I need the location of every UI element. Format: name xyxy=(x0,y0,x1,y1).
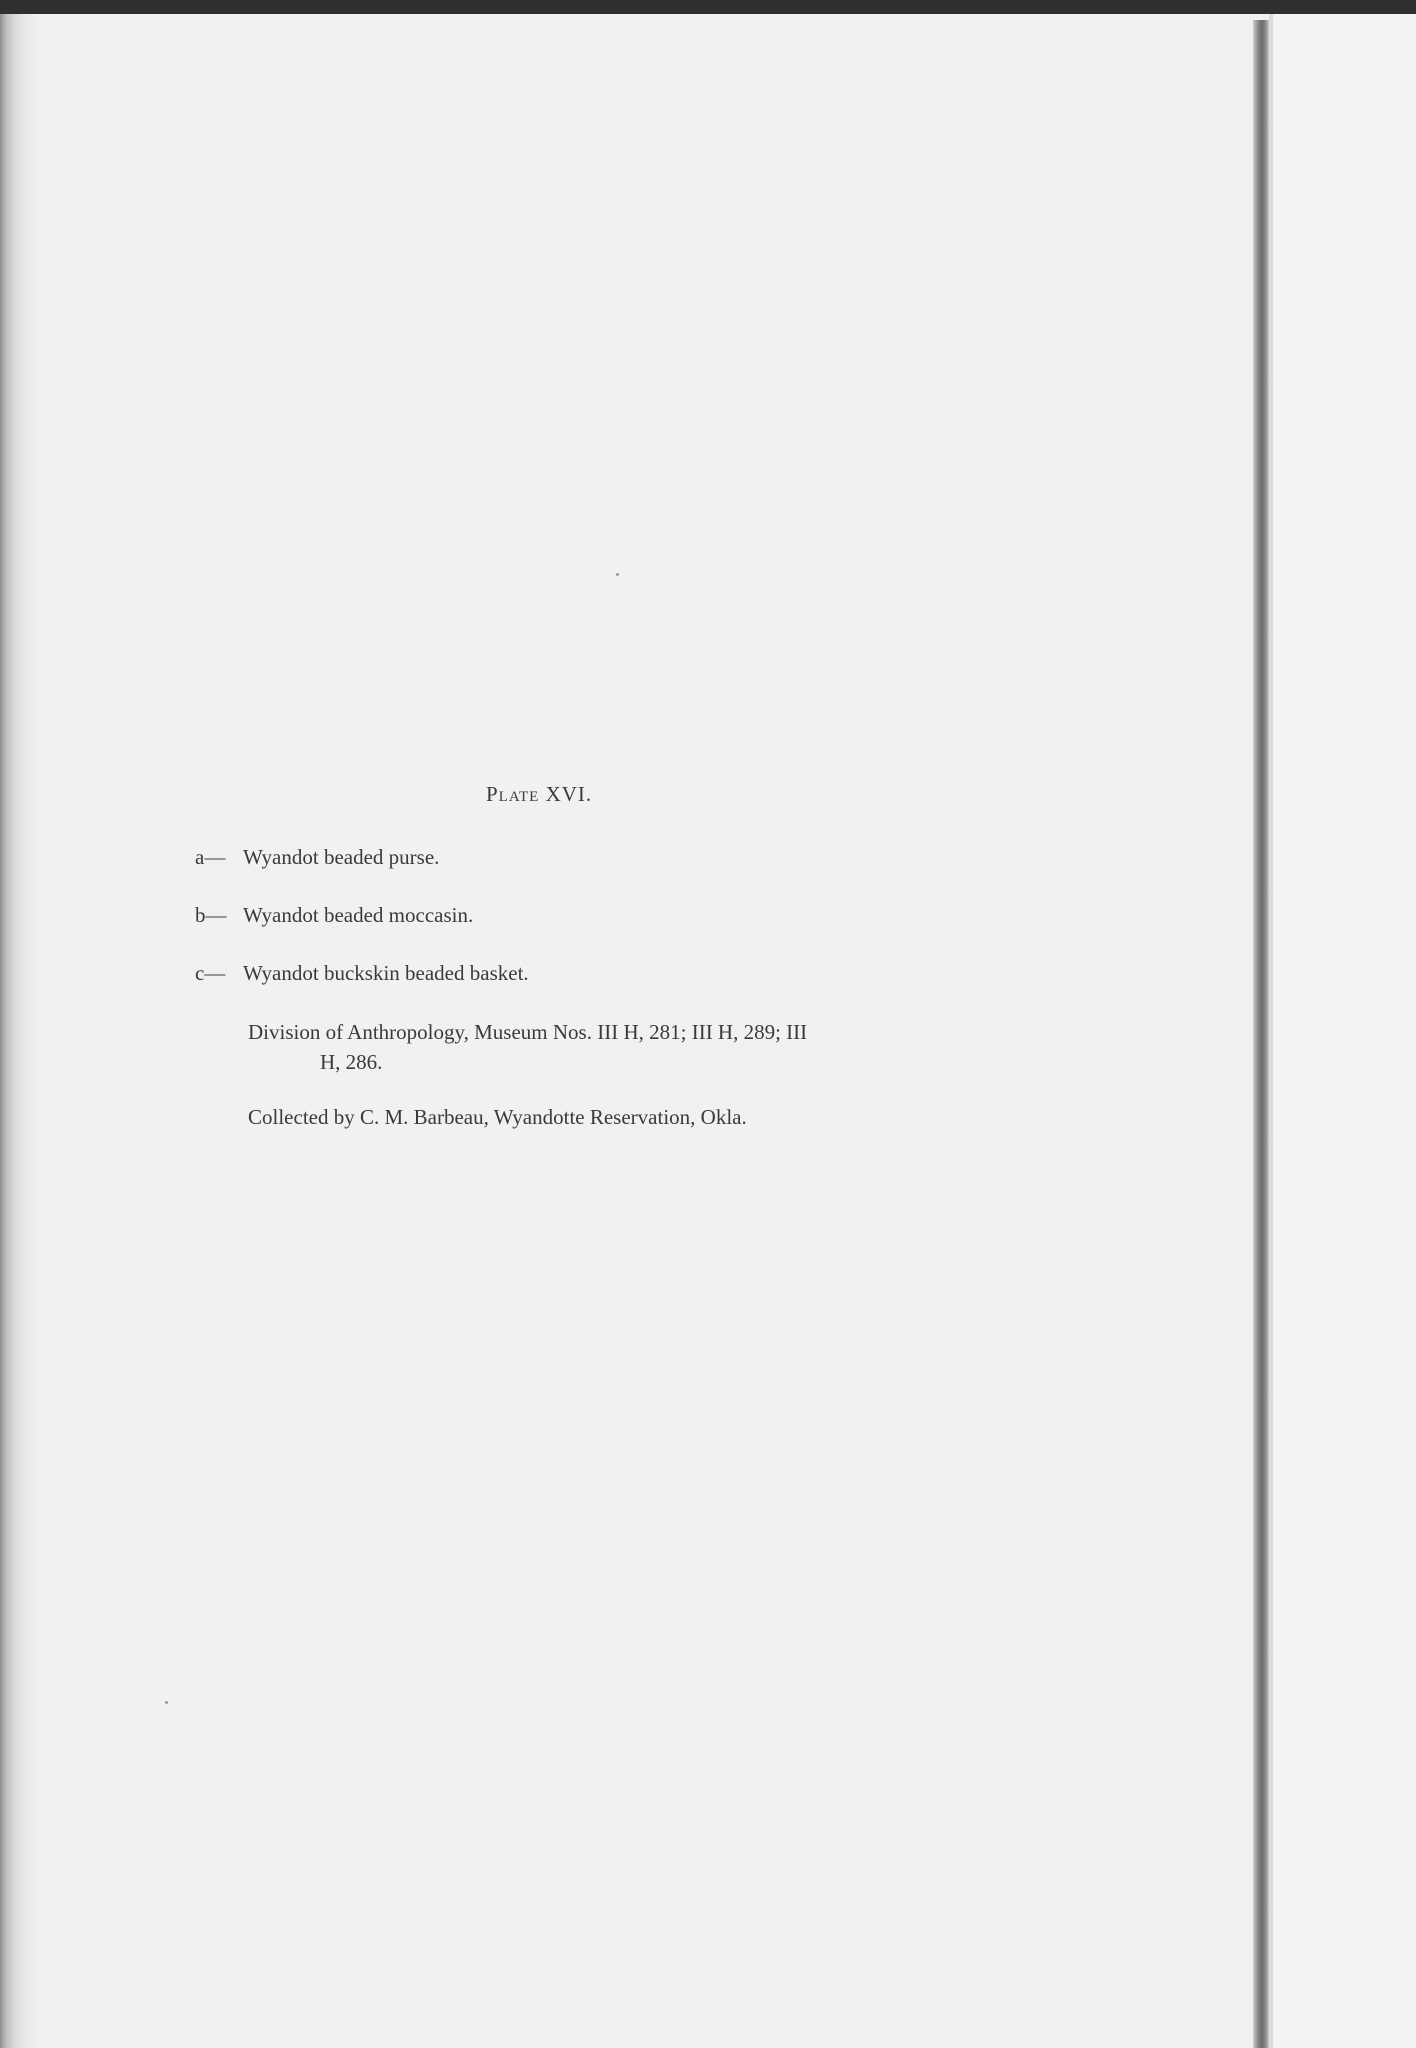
scan-top-edge xyxy=(0,0,1416,14)
caption-item-b xyxy=(195,903,473,928)
plate-title xyxy=(486,782,592,807)
scan-speck xyxy=(616,573,619,576)
museum-numbers-line2: H, 286. xyxy=(320,1050,383,1074)
facing-page xyxy=(1269,14,1416,2048)
caption-item-text: Wyandot buckskin beaded basket. xyxy=(243,961,529,985)
scan-speck xyxy=(165,1701,168,1704)
book-left-edge xyxy=(0,14,38,2048)
book-gutter xyxy=(1253,20,1269,2048)
caption-item-a xyxy=(195,845,439,870)
caption-item-letter: a— xyxy=(195,845,226,869)
plate-title-numeral: XVI. xyxy=(545,782,593,806)
caption-item-c xyxy=(195,961,529,986)
museum-numbers-line1: Division of Anthropology, Museum Nos. III H, 281; III H, 289; III xyxy=(248,1020,808,1044)
caption-item-text: Wyandot beaded purse. xyxy=(243,845,440,869)
collector-line: Collected by C. M. Barbeau, Wyandotte Reservation, Okla. xyxy=(248,1105,747,1129)
caption-item-letter: c— xyxy=(195,961,226,985)
caption-item-letter: b— xyxy=(195,903,227,927)
facing-page-edge xyxy=(1269,14,1273,2048)
plate-title-prefix: Plate xyxy=(486,782,540,806)
caption-item-text: Wyandot beaded moccasin. xyxy=(243,903,474,927)
museum-numbers xyxy=(248,1017,807,1077)
